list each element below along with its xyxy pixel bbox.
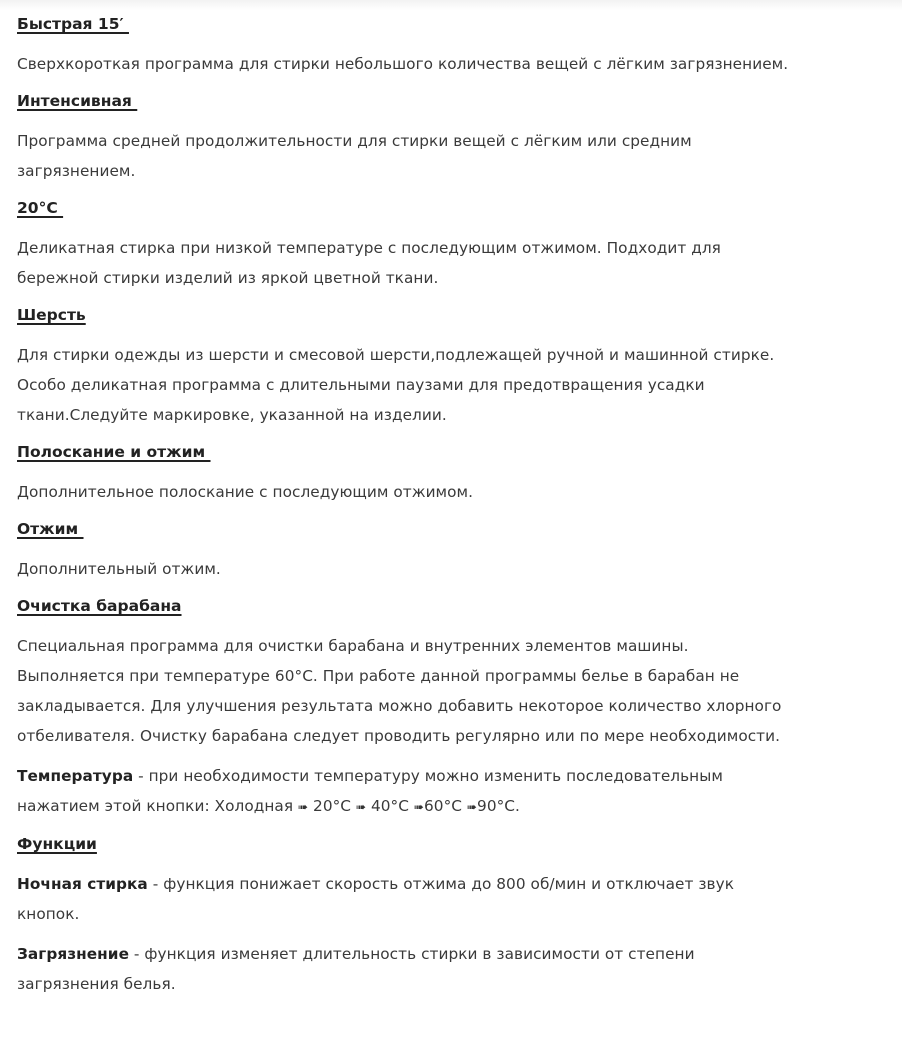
function-night-wash — [17, 869, 897, 929]
temperature-note — [17, 761, 897, 822]
section-text-line: Деликатная стирка при низкой температуре с последующим отжимом. Подходит для — [17, 239, 721, 257]
section-heading: Быстрая 15′ — [17, 15, 129, 33]
function-term: Загрязнение — [17, 945, 129, 963]
arrow-right-icon: ➠ — [413, 800, 424, 814]
section-heading: Шерсть — [17, 306, 86, 324]
section-text-line: ткани.Следуйте маркировке, указанной на изделии. — [17, 406, 447, 424]
function-line-1 — [17, 869, 897, 899]
section-heading: Отжим — [17, 520, 84, 538]
temperature-step: 90°С. — [477, 797, 520, 815]
temperature-step: 20°С — [308, 797, 356, 815]
section-text-line: Особо деликатная программа с длительными паузами для предотвращения усадки — [17, 376, 705, 394]
program-description-list — [17, 12, 897, 999]
top-shade — [0, 0, 902, 10]
section-heading: Функции — [17, 835, 97, 853]
section-heading: Полоскание и отжим — [17, 443, 211, 461]
arrow-right-icon: ➠ — [298, 800, 309, 814]
arrow-right-icon: ➠ — [466, 800, 478, 814]
function-line-2: кнопок. — [17, 905, 80, 923]
temperature-term: Температура — [17, 767, 134, 785]
section-wool — [17, 303, 897, 430]
section-text-line: Программа средней продолжительности для стирки вещей с лёгким или средним — [17, 132, 692, 150]
section-quick-15 — [17, 12, 897, 79]
function-description: - функция понижает скорость отжима до 800 об/мин и отключает звук — [147, 875, 734, 893]
arrow-right-icon: ➠ — [355, 800, 367, 814]
section-heading: Интенсивная — [17, 92, 138, 110]
section-text: Дополнительный отжим. — [17, 560, 221, 578]
temperature-sequence-prefix: нажатием этой кнопки: Холодная — [17, 797, 299, 815]
section-text-line: закладывается. Для улучшения результата можно добавить некоторое количество хлорного — [17, 697, 782, 715]
temperature-step: 40°С — [366, 797, 414, 815]
temperature-line-1 — [17, 761, 897, 791]
section-spin — [17, 517, 897, 584]
temperature-line-2 — [17, 791, 897, 822]
function-line-1 — [17, 939, 897, 969]
function-description: - функция изменяет длительность стирки в зависимости от степени — [129, 945, 695, 963]
section-text-line: бережной стирки изделий из яркой цветной ткани. — [17, 269, 439, 287]
section-drum-clean — [17, 594, 897, 751]
temperature-description: - при необходимости температуру можно изменить последовательным — [133, 767, 723, 785]
section-intensive — [17, 89, 897, 186]
section-text-line: отбеливателя. Очистку барабана следует проводить регулярно или по мере необходимости. — [17, 727, 781, 745]
section-text-line: Выполняется при температуре 60°С. При работе данной программы белье в барабан не — [17, 667, 740, 685]
function-line-2: загрязнения белья. — [17, 975, 176, 993]
section-text-line: Для стирки одежды из шерсти и смесовой шерсти,подлежащей ручной и машинной стирке. — [17, 346, 775, 364]
section-heading: Очистка барабана — [17, 597, 182, 615]
function-soil-level — [17, 939, 897, 999]
section-text: Сверхкороткая программа для стирки небольшого количества вещей с лёгким загрязнением. — [17, 55, 789, 73]
section-20c — [17, 196, 897, 293]
section-text-line: Специальная программа для очистки барабана и внутренних элементов машины. — [17, 637, 689, 655]
section-text-line: загрязнением. — [17, 162, 136, 180]
function-term: Ночная стирка — [17, 875, 148, 893]
section-rinse-spin — [17, 440, 897, 507]
section-functions — [17, 832, 897, 999]
temperature-step: 60°С — [424, 797, 467, 815]
section-text: Дополнительное полоскание с последующим отжимом. — [17, 483, 474, 501]
section-heading: 20°С — [17, 199, 64, 217]
